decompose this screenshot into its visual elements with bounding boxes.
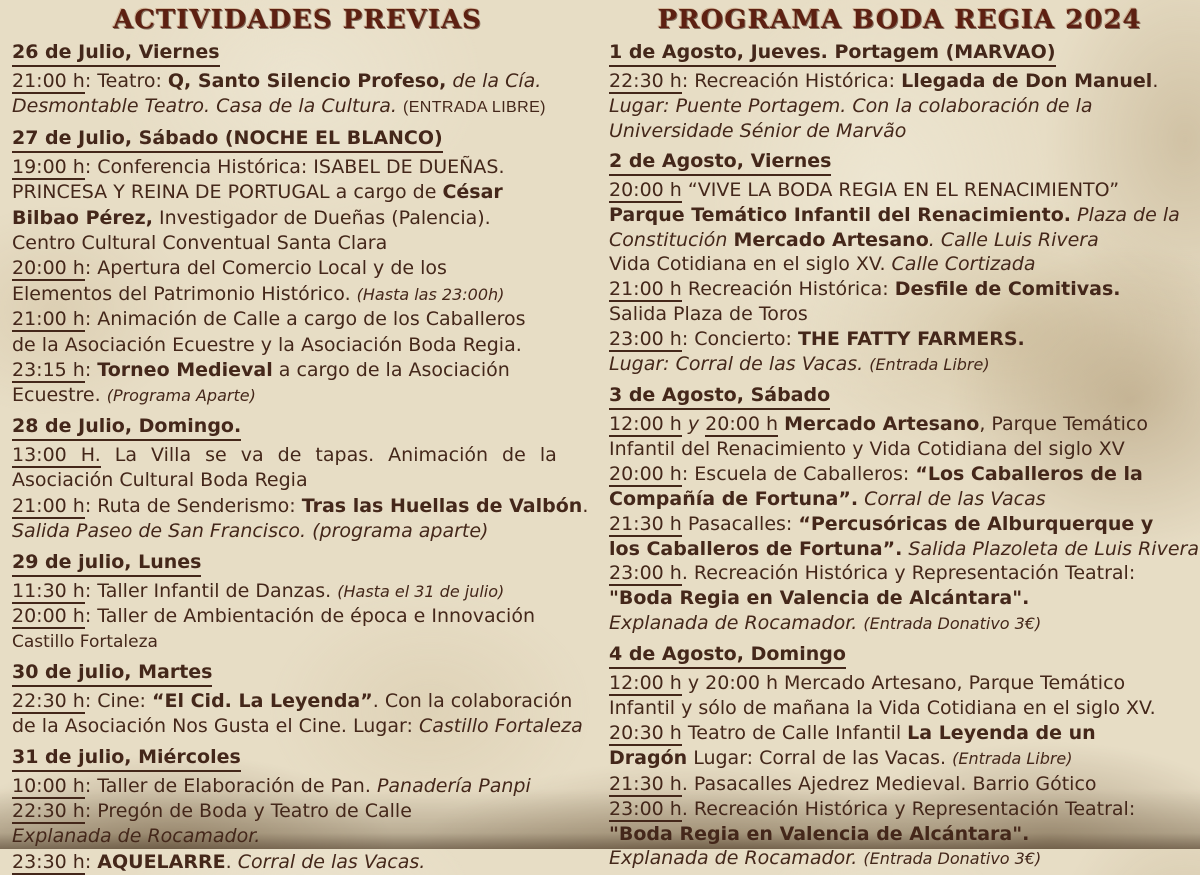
event-line — [609, 487, 1190, 512]
event-line — [609, 178, 1190, 203]
text-segment: Lugar: Corral de las Vacas. — [687, 746, 953, 769]
text-segment: Castillo Fortaleza — [12, 632, 158, 653]
time-segment: 20:00 h — [609, 462, 682, 485]
event-line — [12, 443, 583, 468]
text-segment: Desmontable Teatro. Casa de la Cultura. — [12, 95, 403, 118]
text-segment: de la Asociación Ecuestre y la Asociación Boda Regia. — [12, 333, 522, 356]
event-line — [12, 333, 583, 358]
text-segment: Calle Cortizada — [885, 253, 1036, 276]
text-segment: . Recreación Histórica y Representación Teatral: — [681, 797, 1136, 820]
left-column-title: ACTIVIDADES PREVIAS — [113, 5, 482, 35]
time-segment: 23:00 h — [609, 562, 682, 585]
date-heading: 31 de julio, Miércoles — [12, 746, 241, 772]
text-segment: : Teatro: — [84, 70, 168, 92]
text-segment: Centro Cultural Conventual Santa Clara — [12, 232, 388, 255]
event-line — [609, 721, 1190, 746]
text-segment: Llegada de Don Manuel — [901, 70, 1153, 92]
day-section — [609, 643, 1190, 872]
event-line — [12, 604, 583, 629]
event-line — [12, 206, 583, 231]
text-segment: (Entrada Donativo 3€) — [863, 849, 1042, 869]
time-segment: 20:00 h — [609, 178, 682, 201]
event-line — [12, 468, 583, 493]
event-line — [609, 671, 1190, 696]
text-segment: (Entrada Donativo 3€) — [863, 614, 1042, 634]
text-segment: Plaza de la — [1070, 203, 1180, 226]
time-segment: 10:00 h — [12, 774, 85, 797]
event-line — [12, 579, 583, 604]
text-segment: : Concierto: — [681, 328, 798, 351]
text-segment: Mercado Artesano — [733, 228, 929, 251]
text-segment: Corral de las Vacas — [858, 487, 1046, 510]
text-segment: Asociación Cultural Boda Regia — [12, 469, 308, 492]
day-section — [609, 150, 1190, 378]
text-segment: . — [582, 494, 589, 517]
text-segment: : Conferencia Histórica: ISABEL DE DUEÑAS. — [84, 155, 505, 178]
event-line — [609, 412, 1190, 437]
time-segment: 21:00 h — [12, 494, 85, 517]
right-column-title: PROGRAMA BODA REGIA 2024 — [657, 5, 1142, 35]
text-segment: “Los Caballeros de la — [915, 462, 1143, 485]
text-segment: Explanada de Rocamador. — [609, 612, 864, 635]
text-segment: Compañía de Fortuna”. — [609, 487, 859, 510]
text-segment: “El Cid. La Leyenda” — [152, 689, 373, 712]
text-segment: . Con la colaboración — [372, 689, 573, 712]
text-segment: los Caballeros de Fortuna”. — [609, 537, 903, 560]
time-segment: 23:15 h — [12, 359, 85, 382]
event-line — [609, 561, 1190, 586]
date-heading: 30 de julio, Martes — [12, 661, 212, 687]
text-segment: de la Asociación Nos Gusta el Cine. Lugar: — [12, 715, 419, 738]
text-segment: y — [681, 412, 706, 435]
text-segment: (ENTRADA LIBRE) — [402, 99, 546, 117]
text-segment: Dragón — [609, 746, 688, 769]
time-segment: 21:30 h — [609, 512, 682, 535]
right-column-sections — [609, 41, 1199, 872]
event-line — [609, 611, 1190, 637]
text-segment: : Escuela de Caballeros: — [681, 462, 916, 485]
event-line — [609, 252, 1190, 277]
event-line — [609, 69, 1190, 94]
text-segment: : Animación de Calle a cargo de los Caballeros — [84, 308, 526, 331]
event-line — [12, 850, 583, 875]
text-segment: Ecuestre. — [12, 384, 107, 407]
text-segment: : — [84, 359, 98, 382]
event-line — [609, 327, 1190, 352]
text-segment: Desfile de Comitivas. — [894, 278, 1121, 301]
column-actividades-previas — [12, 5, 601, 873]
text-segment: . — [225, 850, 238, 873]
text-segment: (Entrada Libre) — [952, 748, 1073, 768]
time-segment: 20:30 h — [609, 721, 682, 744]
text-segment: La Leyenda de un — [907, 721, 1096, 744]
event-line — [609, 119, 1190, 144]
text-segment: Vida Cotidiana en el siglo XV. — [609, 253, 886, 276]
event-line — [609, 352, 1190, 378]
column-programa-boda-regia — [601, 5, 1199, 870]
date-heading: 29 de julio, Lunes — [12, 551, 201, 577]
day-section — [12, 41, 583, 121]
text-segment: Infantil del Renacimiento y Vida Cotidiana del siglo XV — [609, 437, 1125, 460]
event-line — [609, 302, 1190, 327]
text-segment: : Recreación Histórica: — [681, 70, 902, 92]
day-section — [12, 127, 583, 409]
text-segment: Tras las Huellas de Valbón — [301, 494, 583, 517]
text-segment: (Hasta el 31 de julio) — [337, 581, 505, 601]
event-line — [609, 537, 1199, 562]
time-segment: 12:00 h — [609, 672, 682, 695]
event-line — [12, 774, 583, 799]
event-line — [12, 282, 583, 307]
text-segment: (Programa Aparte) — [106, 386, 256, 406]
text-segment: de la Cía. — [446, 70, 542, 92]
day-section — [12, 661, 583, 740]
event-line — [12, 358, 583, 383]
event-line — [12, 629, 583, 654]
text-segment: Salida Plaza de Toros — [609, 303, 808, 326]
time-segment: 19:00 h — [12, 155, 85, 178]
time-segment: 20:00 h — [12, 604, 85, 627]
event-line — [609, 846, 1190, 872]
time-segment: 23:00 h — [609, 328, 682, 351]
day-section — [609, 41, 1190, 144]
text-segment: Corral de las Vacas. — [237, 850, 426, 873]
text-segment: La Villa se va de tapas. Animación de la — [100, 443, 557, 466]
text-segment: : Cine: — [84, 689, 153, 712]
text-segment: Bilbao Pérez, — [12, 206, 153, 229]
time-segment: 13:00 H. — [12, 443, 101, 466]
text-segment: Torneo Medieval — [97, 359, 273, 382]
event-line — [609, 203, 1190, 228]
text-segment: Elementos del Patrimonio Histórico. — [12, 282, 357, 305]
event-line — [609, 772, 1190, 797]
time-segment: 20:00 h — [12, 257, 85, 280]
text-segment: Lugar: Puente Portagem. Con la colaboración de la — [609, 94, 1093, 117]
event-line — [12, 494, 589, 519]
time-segment: 23:30 h — [12, 850, 85, 873]
time-segment: 21:30 h — [609, 772, 682, 795]
time-segment: 12:00 h — [609, 412, 682, 435]
text-segment: : Pregón de Boda y Teatro de Calle — [84, 799, 412, 822]
text-segment: Explanada de Rocamador. — [609, 847, 864, 870]
text-segment: Panadería Panpi — [376, 774, 531, 797]
text-segment: : Ruta de Senderismo: — [84, 494, 302, 517]
time-segment: 22:30 h — [12, 799, 85, 822]
event-line — [12, 307, 583, 332]
text-segment: THE FATTY FARMERS. — [797, 328, 1025, 351]
text-segment: . Calle Luis Rivera — [928, 228, 1099, 251]
event-line — [609, 797, 1190, 822]
text-segment: Salida Paseo de San Francisco. (programa aparte) — [12, 520, 489, 543]
text-segment: "Boda Regia en Valencia de Alcántara". — [609, 587, 1030, 610]
text-segment: “Percusóricas de Alburquerque y — [798, 512, 1154, 535]
text-segment: Constitución — [609, 228, 734, 251]
text-segment: César — [442, 181, 503, 204]
event-line — [12, 69, 583, 94]
time-segment: 21:00 h — [609, 278, 682, 301]
text-segment: Pasacalles: — [681, 512, 799, 535]
event-line — [609, 696, 1190, 721]
text-segment: . Recreación Histórica y Representación Teatral: — [681, 562, 1136, 585]
event-line — [12, 256, 583, 281]
date-heading: 28 de Julio, Domingo. — [12, 415, 241, 441]
text-segment: "Boda Regia en Valencia de Alcántara". — [609, 822, 1030, 845]
date-heading: 4 de Agosto, Domingo — [609, 643, 846, 669]
event-line — [12, 519, 583, 544]
text-segment: y 20:00 h Mercado Artesano, Parque Temático — [681, 672, 1126, 695]
event-line — [609, 94, 1190, 119]
text-segment: “VIVE LA BODA REGIA EN EL RENACIMIENTO” — [681, 178, 1120, 201]
text-segment: , Parque Temático — [979, 412, 1148, 435]
day-section — [12, 414, 589, 545]
day-section — [609, 383, 1199, 637]
event-line — [609, 277, 1190, 302]
time-segment: 20:00 h — [705, 412, 779, 435]
text-segment: Mercado Artesano — [784, 412, 980, 435]
text-segment: Parque Temático Infantil del Renacimiento. — [609, 203, 1071, 226]
event-line — [12, 231, 583, 256]
event-line — [609, 586, 1190, 611]
text-segment: Explanada de Rocamador. — [12, 825, 261, 848]
time-segment: 22:30 h — [12, 689, 85, 712]
left-column-sections — [12, 41, 589, 875]
event-line — [12, 155, 583, 180]
text-segment: Castillo Fortaleza — [418, 715, 583, 738]
text-segment: (Entrada Libre) — [869, 355, 990, 375]
time-segment: 11:30 h — [12, 579, 85, 602]
date-heading: 3 de Agosto, Sábado — [609, 384, 830, 410]
event-line — [12, 824, 583, 849]
text-segment: Lugar: Corral de las Vacas. — [609, 353, 870, 376]
day-section — [12, 551, 583, 655]
time-segment: 22:30 h — [609, 70, 682, 92]
event-line — [12, 383, 583, 408]
text-segment: Q, Santo Silencio Profeso, — [167, 70, 447, 92]
date-heading: 2 de Agosto, Viernes — [609, 150, 831, 176]
text-segment: Infantil y sólo de mañana la Vida Cotidiana en el siglo XV. — [609, 697, 1156, 720]
text-segment: : Taller de Ambientación de época e Innovación — [84, 604, 535, 627]
text-segment: AQUELARRE — [97, 850, 226, 873]
event-line — [609, 822, 1190, 847]
day-section — [12, 746, 583, 875]
event-line — [609, 437, 1190, 462]
text-segment: Universidade Sénior de Marvão — [609, 119, 907, 142]
text-segment: Salida Plazoleta de Luis Rivera — [902, 537, 1199, 560]
event-line — [12, 714, 583, 739]
text-segment: (Hasta las 23:00h) — [356, 284, 505, 304]
event-line — [609, 512, 1190, 537]
text-segment: PRINCESA Y REINA DE PORTUGAL a cargo de — [12, 181, 443, 204]
time-segment: 21:00 h — [12, 308, 85, 331]
event-line — [609, 746, 1190, 772]
text-segment: . Pasacalles Ajedrez Medieval. Barrio Gótico — [681, 772, 1097, 795]
text-segment: Investigador de Dueñas (Palencia). — [152, 206, 491, 229]
date-heading: 27 de Julio, Sábado (NOCHE EL BLANCO) — [12, 127, 443, 153]
event-line — [609, 228, 1190, 253]
text-segment: : — [84, 850, 98, 873]
event-line — [12, 180, 583, 205]
text-segment: : Apertura del Comercio Local y de los — [84, 257, 447, 280]
event-line — [609, 462, 1190, 487]
text-segment: : Taller Infantil de Danzas. — [84, 579, 338, 602]
text-segment: : Taller de Elaboración de Pan. — [84, 774, 377, 797]
event-line — [12, 689, 583, 714]
event-line — [12, 799, 583, 824]
date-heading: 1 de Agosto, Jueves. Portagem (MARVAO) — [609, 41, 1056, 67]
text-segment: . — [1152, 70, 1159, 92]
text-segment: Recreación Histórica: — [681, 278, 895, 301]
text-segment: Teatro de Calle Infantil — [681, 721, 908, 744]
text-segment: a cargo de la Asociación — [272, 359, 510, 382]
event-line — [12, 94, 583, 120]
time-segment: 23:00 h — [609, 797, 682, 820]
time-segment: 21:00 h — [12, 70, 85, 92]
date-heading: 26 de Julio, Viernes — [12, 41, 220, 67]
